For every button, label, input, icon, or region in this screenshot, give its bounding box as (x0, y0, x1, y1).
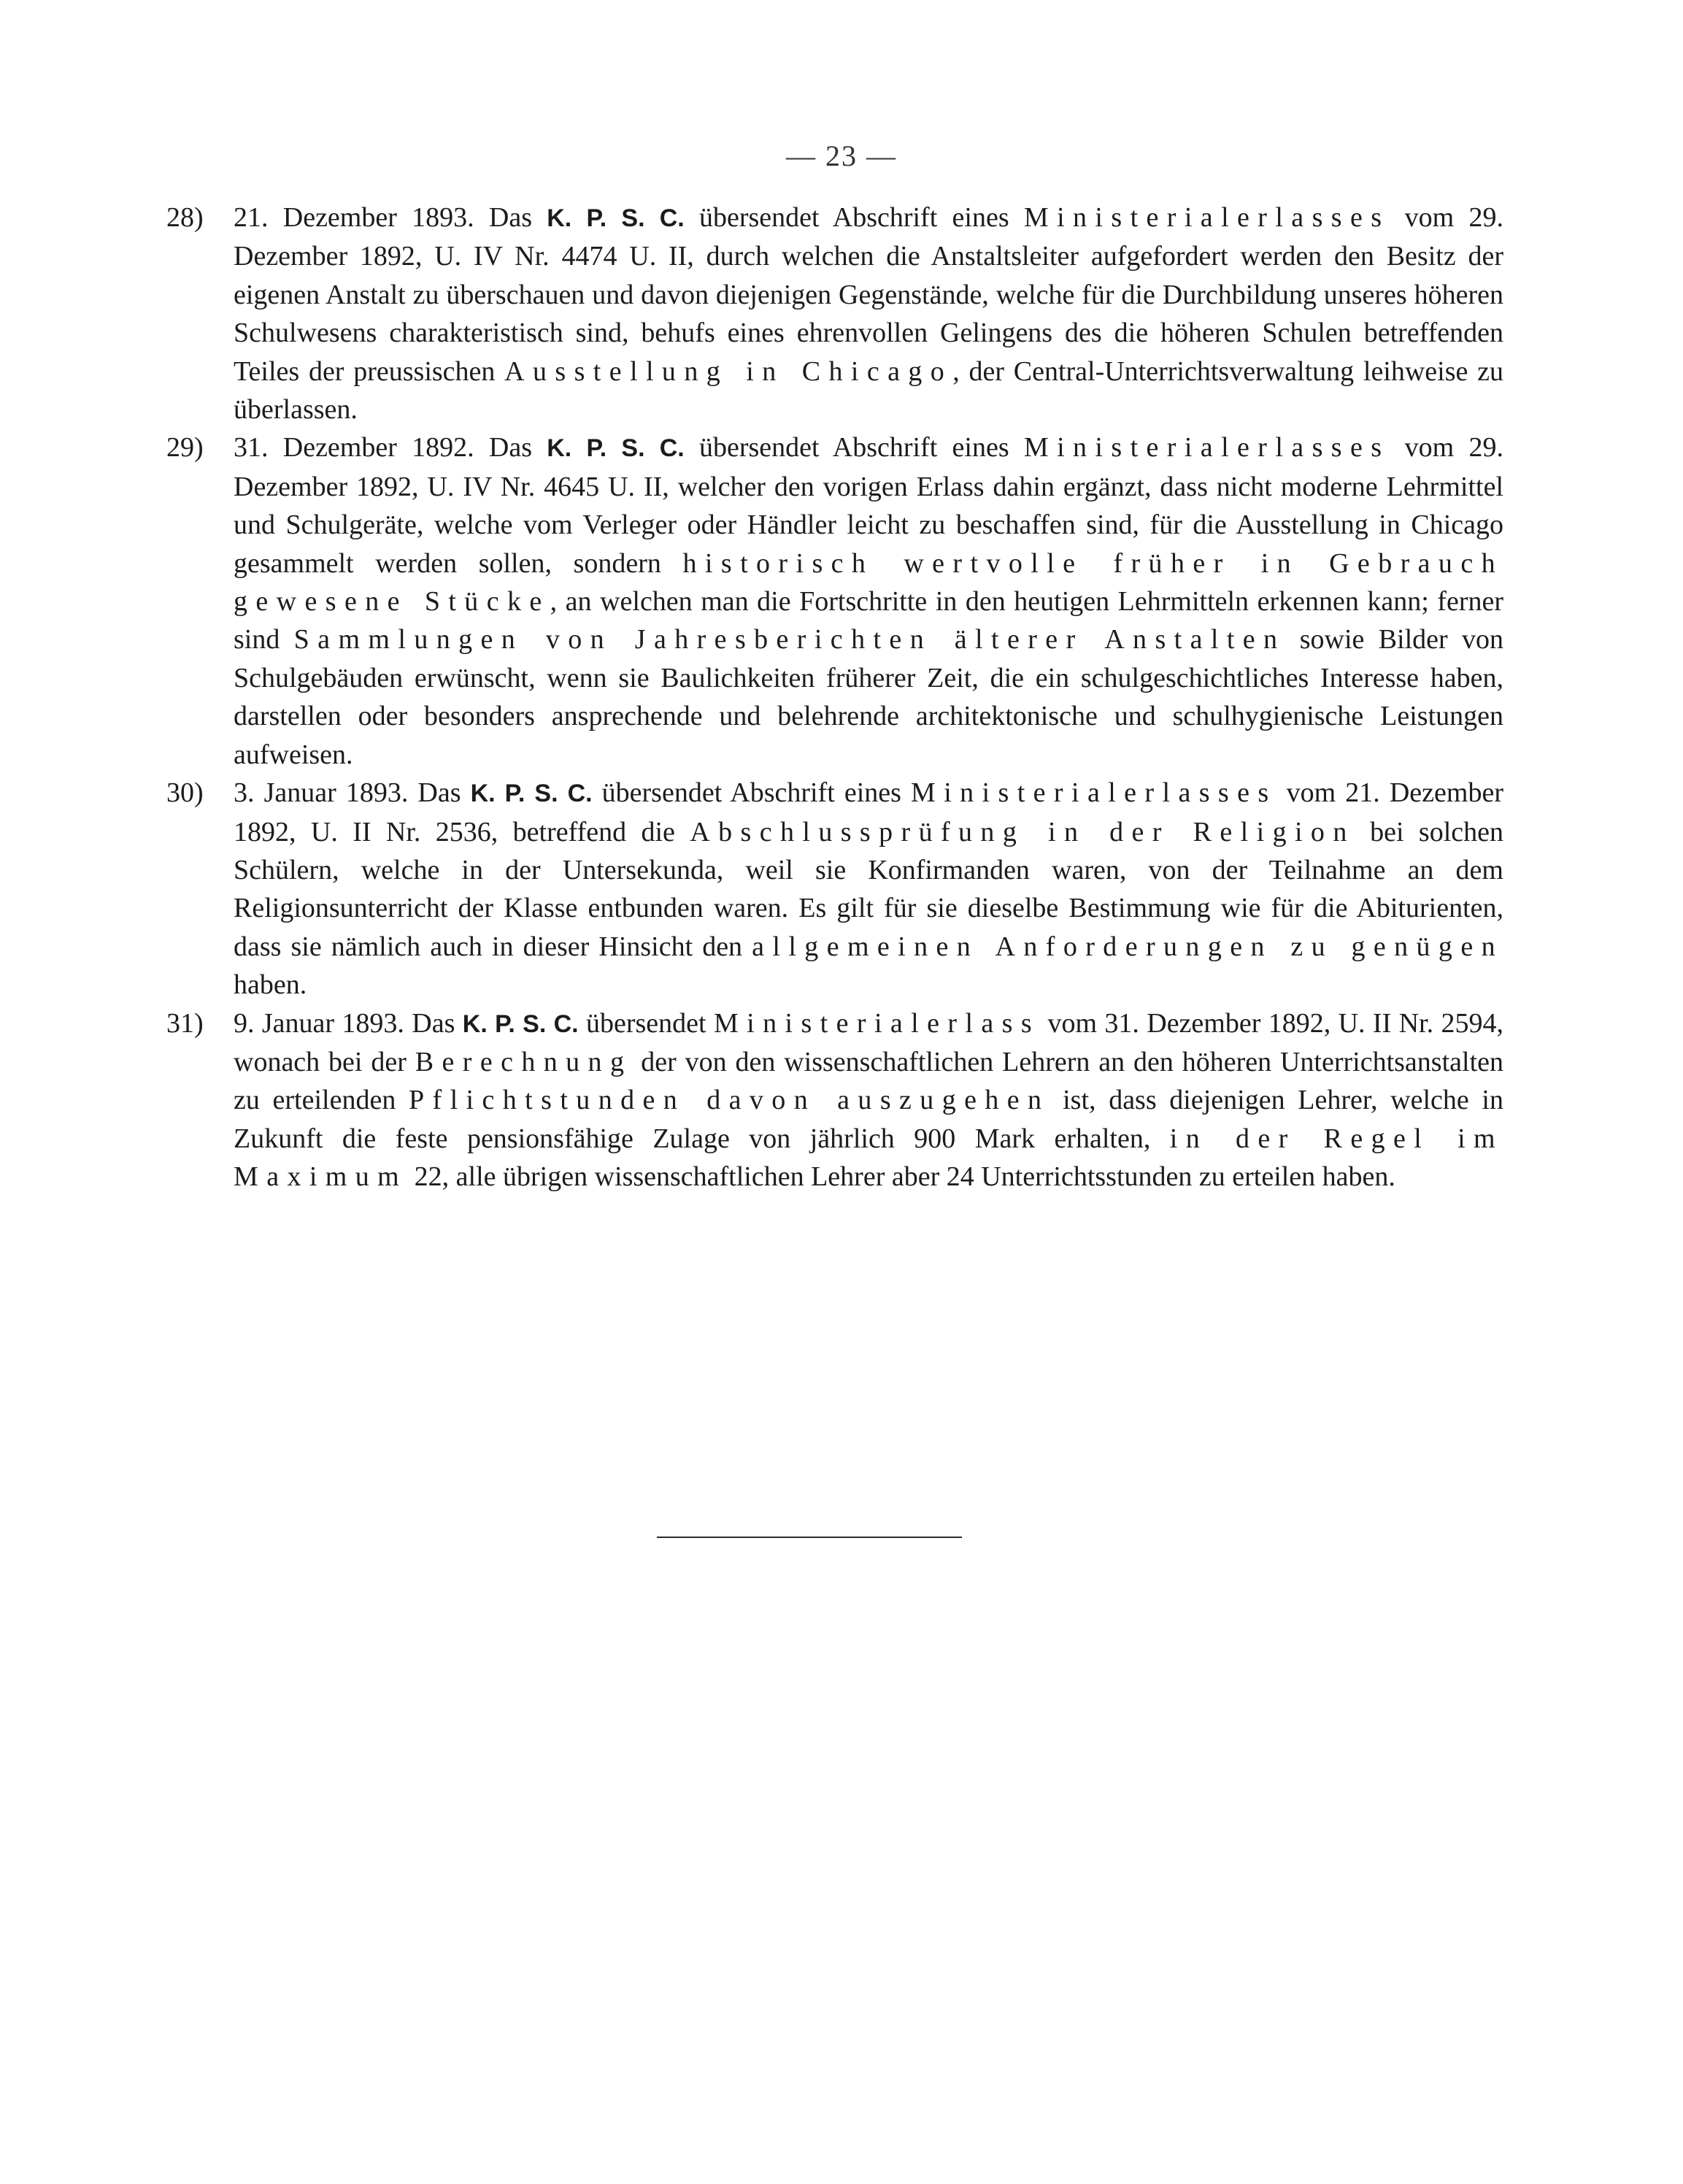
list-item (161, 199, 1503, 428)
spaced-emphasis: Ministerialerlass (713, 1007, 1041, 1039)
entry-text (234, 432, 1503, 769)
spaced-emphasis: Sammlungen von Jahresberichten älterer Anstalten (293, 624, 1286, 655)
divider-rule (657, 1537, 962, 1538)
authority-abbreviation: K. P. S. C. (470, 780, 593, 808)
text-run: übersendet (578, 1007, 714, 1039)
text-run: 9. Januar 1893. Das (234, 1007, 463, 1039)
authority-abbreviation: K. P. S. C. (462, 1010, 579, 1038)
list-item (161, 774, 1503, 1004)
list-item (161, 1004, 1503, 1196)
text-run: 31. Dezember 1892. Das (234, 432, 547, 464)
text-run: übersendet Abschrift eines (592, 777, 912, 809)
text-run: sowie Bilder von Schulgebäuden erwünscht, wenn sie Baulichkeiten früherer Zeit, die ein schulgeschichtliches Interesse haben, darstellen oder besonders ansprechende und belehrende architektonische und schulhygienische Leistungen aufweisen. (234, 624, 1503, 770)
text-run: vom 31. Dezember 1892, U. II Nr. 2594, wonach bei der (234, 1007, 1503, 1077)
spaced-emphasis: Ministerialerlasses (1023, 202, 1390, 233)
authority-abbreviation: K. P. S. C. (547, 434, 685, 463)
text-run: 21. Dezember 1893. Das (234, 202, 547, 233)
entry-list (161, 199, 1503, 1196)
entry-text (234, 1008, 1503, 1193)
text-run: ist, dass diejenigen Lehrer, welche in Zukunft die feste pensionsfähige Zulage von jährlich 900 Mark erhalten, (234, 1085, 1503, 1154)
spaced-emphasis: historisch wertvolle früher in Gebrauch gewesene Stücke (234, 547, 1503, 618)
text-run: übersendet Abschrift eines (684, 202, 1024, 233)
entry-text (234, 777, 1503, 1000)
text-run: 3. Januar 1893. Das (234, 777, 471, 809)
text-run: der von den wissenschaftlichen Lehrern an den höheren Unterrichtsanstalten zu erteilenden (234, 1046, 1503, 1116)
entry-text (234, 202, 1503, 425)
text-run: vom 29. Dezember 1892, U. IV Nr. 4474 U. II, durch welchen die Anstaltsleiter aufgefordert werden den Besitz der eigenen Anstalt zu überschauen und davon diejenigen Gegenstände, welche für die Durchbildung unseres höheren Schulwesens charakteristisch sind, behufs eines ehrenvollen Gelingens des die höheren Schulen betreffenden Teiles der preussischen (234, 202, 1503, 387)
text-run: , an welchen man die Fortschritte in den heutigen Lehrmitteln erkennen kann; ferner sind (234, 586, 1503, 655)
spaced-emphasis: Ausstellung in Chicago (504, 355, 953, 387)
spaced-emphasis: allgemeinen Anforderungen zu genügen (752, 931, 1503, 962)
spaced-emphasis: Ministerialerlasses (1023, 432, 1390, 464)
text-run: übersendet Abschrift eines (684, 432, 1024, 464)
text-run: bei solchen Schülern, welche in der Untersekunda, weil sie Konfirmanden waren, von der Teilnahme an dem Religionsunterricht der Klasse entbunden waren. Es gilt für sie dieselbe Bestimmung wie für die Abiturienten, dass sie nämlich auch in dieser Hinsicht den (234, 816, 1503, 962)
authority-abbreviation: K. P. S. C. (547, 204, 685, 232)
spaced-emphasis: in der Regel im Maximum (234, 1123, 1503, 1193)
text-run: haben. (234, 969, 307, 1001)
spaced-emphasis: Ministerialerlasses (911, 777, 1277, 809)
text-run: vom 21. Dezember 1892, U. II Nr. 2536, betreffend die (234, 777, 1503, 847)
spaced-emphasis: Pflichtstunden davon auszugehen (409, 1085, 1050, 1116)
text-run: vom 29. Dezember 1892, U. IV Nr. 4645 U. II, welcher den vorigen Erlass dahin ergänzt, dass nicht moderne Lehrmittel und Schulgeräte, welche vom Verleger oder Händler leicht zu beschaffen sind, für die Ausstellung in Chicago gesammelt werden sollen, sondern (234, 432, 1503, 579)
page-number: — 23 — (786, 139, 897, 172)
text-run: , der Central-Unterrichtsverwaltung leihweise zu überlassen. (234, 355, 1504, 426)
entry-number: 30) (166, 777, 204, 809)
text-run: 22, alle übrigen wissenschaftlichen Lehrer aber 24 Unterrichtsstunden zu erteilen haben. (407, 1161, 1395, 1193)
list-item (161, 428, 1503, 774)
spaced-emphasis: Abschlussprüfung in der Religion (690, 816, 1355, 847)
entry-number: 31) (166, 1007, 204, 1039)
entry-number: 29) (166, 432, 204, 464)
entry-number: 28) (166, 202, 204, 233)
spaced-emphasis: Berechnung (415, 1046, 633, 1077)
